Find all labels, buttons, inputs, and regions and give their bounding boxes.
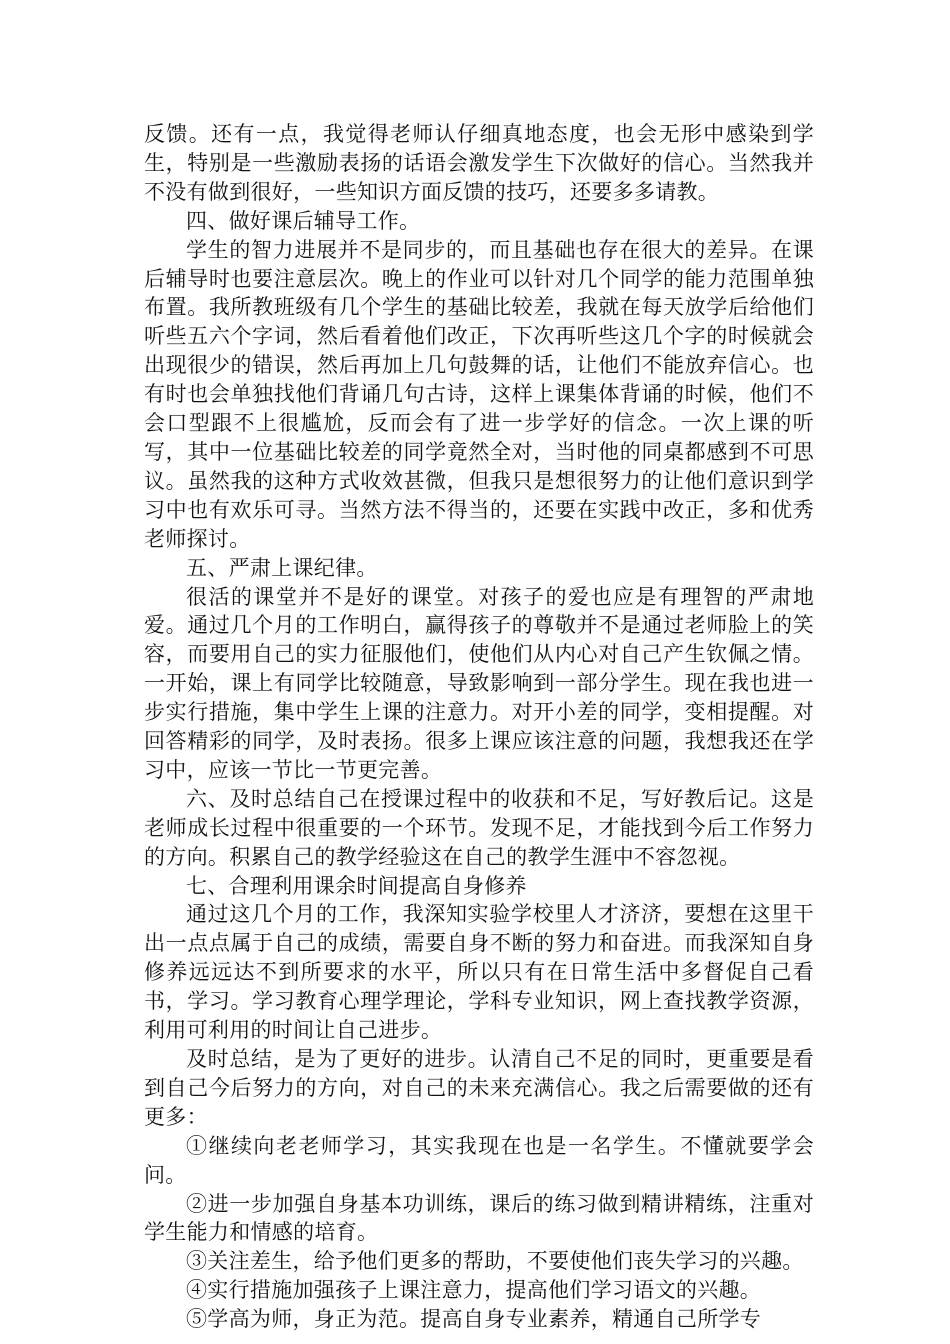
heading-section-five: 五、严肃上课纪律。 bbox=[186, 555, 378, 580]
list-item-1: ①继续向老老师学习，其实我现在也是一名学生。不懂就要学会问。 bbox=[144, 1133, 814, 1187]
document-page bbox=[144, 120, 814, 1334]
paragraph-summary: 及时总结，是为了更好的进步。认清自己不足的同时，更重要是看到自己今后努力的方向，对自己的未来充满信心。我之后需要做的还有更多： bbox=[144, 1047, 814, 1129]
list-item-3: ③关注差生，给予他们更多的帮助，不要使他们丧失学习的兴趣。 bbox=[186, 1249, 804, 1274]
list-item-2: ②进一步加强自身基本功训练，课后的练习做到精讲精练，注重对学生能力和情感的培育。 bbox=[144, 1191, 814, 1245]
heading-section-seven: 七、合理利用课余时间提高自身修养 bbox=[186, 873, 527, 898]
paragraph-feedback-continued: 反馈。还有一点，我觉得老师认仔细真地态度，也会无形中感染到学生，特别是一些激励表扬的话语会激发学生下次做好的信心。当然我并不没有做到很好，一些知识方面反馈的技巧，还要多多请教。 bbox=[144, 122, 814, 204]
paragraph-class-discipline: 很活的课堂并不是好的课堂。对孩子的爱也应是有理智的严肃地爱。通过几个月的工作明白，赢得孩子的尊敬并不是通过老师脸上的笑容，而要用自己的实力征服他们，使他们从内心对自己产生钦佩之情。一开始，课上有同学比较随意，导致影响到一部分学生。现在我也进一步实行措施，集中学生上课的注意力。对开小差的同学，变相提醒。对回答精彩的同学，及时表扬。很多上课应该注意的问题，我想我还在学习中，应该一节比一节更完善。 bbox=[144, 584, 814, 782]
heading-section-four: 四、做好课后辅导工作。 bbox=[186, 208, 421, 233]
list-item-5: ⑤学高为师，身正为范。提高自身专业素养，精通自己所学专 bbox=[186, 1307, 762, 1332]
paragraph-after-class-tutoring: 学生的智力进展并不是同步的，而且基础也存在很大的差异。在课后辅导时也要注意层次。晚上的作业可以针对几个同学的能力范围单独布置。我所教班级有几个学生的基础比较差，我就在每天放学后给他们听些五六个字词，然后看着他们改正，下次再听些这几个字的时候就会出现很少的错误，然后再加上几句鼓舞的话，让他们不能放弃信心。也有时也会单独找他们背诵几句古诗，这样上课集体背诵的时候，他们不会口型跟不上很尴尬，反而会有了进一步学好的信念。一次上课的听写，其中一位基础比较差的同学竟然全对，当时他的同桌都感到不可思议。虽然我的这种方式收效甚微，但我只是想很努力的让他们意识到学习中也有欢乐可寻。当然方法不得当的，还要在实践中改正，多和优秀老师探讨。 bbox=[144, 237, 814, 551]
paragraph-section-six: 六、及时总结自己在授课过程中的收获和不足，写好教后记。这是老师成长过程中很重要的一个环节。发现不足，才能找到今后工作努力的方向。积累自己的教学经验这在自己的教学生涯中不容忽视。 bbox=[144, 786, 814, 869]
paragraph-self-improvement: 通过这几个月的工作，我深知实验学校里人才济济，要想在这里干出一点点属于自己的成绩，需要自身不断的努力和奋进。而我深知自身修养远远达不到所要求的水平，所以只有在日常生活中多督促自己看书，学习。学习教育心理学理论，学科专业知识，网上查找教学资源，利用可利用的时间让自己进步。 bbox=[144, 902, 814, 1043]
list-item-4: ④实行措施加强孩子上课注意力，提高他们学习语文的兴趣。 bbox=[186, 1278, 762, 1303]
